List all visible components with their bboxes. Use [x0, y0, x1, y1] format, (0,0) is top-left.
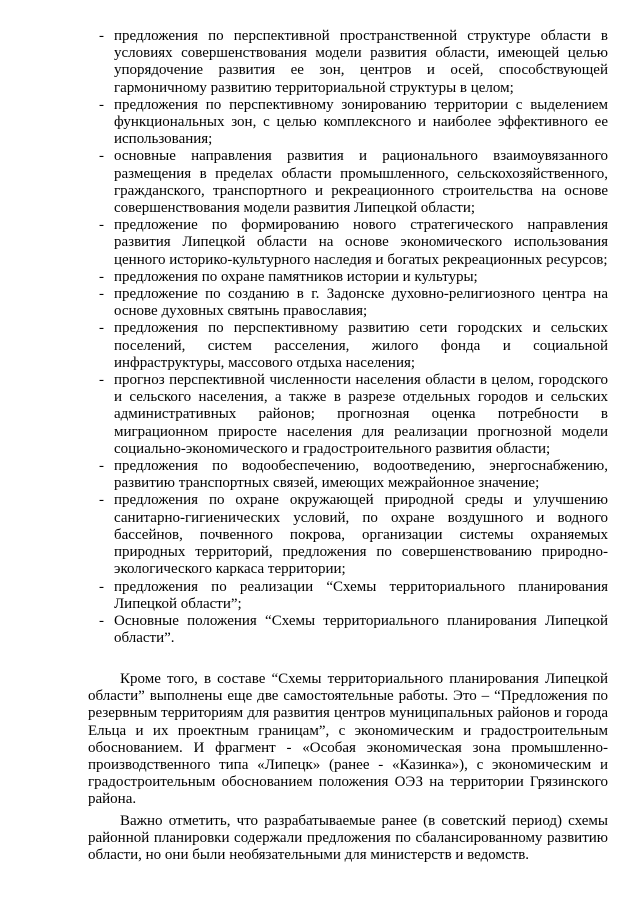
list-item-text: предложения по охране памятников истории и культуры; [114, 268, 478, 285]
list-item-text: Основные положения “Схемы территориального планирования Липецкой области”. [114, 612, 608, 647]
list-item [0, 320, 640, 372]
bullet-list [0, 28, 640, 647]
list-item-text: предложения по перспективному зонированию территории с выделением функциональных зон, с целью комплексного и наиболее эффективного ее использования; [114, 96, 608, 148]
list-item-text: предложения по водообеспечению, водоотведению, энергоснабжению, развитию транспортных связей, имеющих межрайонное значение; [114, 458, 608, 492]
body-paragraph: Кроме того, в составе “Схемы территориального планирования Липецкой области” выполнены еще две самостоятельные работы. Это – “Предложения по резервным территориям для развития центров муниципальных районов и города Ельца и их проектным границам”, с экономическим и градостроительным обоснованием. И фрагмент - «Особая экономическая зона промышленно-производственного типа «Липецк» (ранее - «Казинка»), с экономическим и градостроительным обоснованием положения ОЭЗ на территории Грязинского района. [88, 671, 608, 808]
bullet-dash: - [99, 96, 104, 113]
list-item [0, 286, 640, 320]
bullet-dash: - [99, 28, 104, 44]
list-item-text: предложения по охране окружающей природной среды и улучшению санитарно-гигиенических условий, по охране воздушного и водного бассейнов, почвенного покрова, организации системы охраняемых природных территорий, предложения по совершенствованию природно-экологического каркаса территории; [114, 492, 608, 578]
bullet-dash: - [99, 286, 104, 303]
bullet-dash: - [99, 372, 104, 389]
bullet-dash: - [99, 268, 104, 285]
list-item [0, 28, 640, 97]
list-item-text: предложение по формированию нового стратегического направления развития Липецкой области на основе экономического использования ценного историко-культурного наследия и богатых рекреационных ресурсов; [114, 217, 608, 268]
list-item [0, 492, 640, 578]
list-item [0, 458, 640, 492]
bullet-dash: - [99, 458, 104, 475]
list-item [0, 97, 640, 149]
list-item [0, 372, 640, 458]
list-item-text: предложения по реализации “Схемы территориального планирования Липецкой области”; [114, 578, 608, 612]
list-item [0, 579, 640, 613]
bullet-dash: - [99, 217, 104, 234]
list-item [0, 613, 640, 647]
bullet-dash: - [99, 492, 104, 509]
list-item-text: предложения по перспективному развитию сети городских и сельских поселений, систем расселения, жилого фонда и социальной инфраструктуры, массового отдыха населения; [114, 320, 608, 371]
bullet-dash: - [99, 148, 104, 165]
bullet-dash: - [99, 578, 104, 595]
list-item-text: предложение по созданию в г. Задонске духовно-религиозного центра на основе духовных святынь православия; [114, 286, 608, 320]
list-item [0, 269, 640, 286]
list-item-text: основные направления развития и рационального взаимоувязанного размещения в пределах области промышленного, сельскохозяйственного, гражданского, транспортного и рекреационного строительства на основе совершенствования модели развития Липецкой области; [114, 148, 608, 217]
bullet-dash: - [99, 612, 104, 629]
list-item [0, 148, 640, 217]
bullet-dash: - [99, 320, 104, 337]
body-paragraph: Важно отметить, что разрабатываемые ранее (в советский период) схемы районной планировки содержали предложения по сбалансированному развитию области, но они были необязательными для министерств и ведомств. [88, 813, 608, 864]
list-item-text: предложения по перспективной пространственной структуре области в условиях совершенствования модели развития области, имеющей целью упорядочение развития ее зон, центров и осей, способствующей гармоничному развитию территориальной структуры в целом; [114, 28, 608, 96]
list-item [0, 217, 640, 269]
list-item-text: прогноз перспективной численности населения области в целом, городского и сельского населения, а также в разрезе отдельных городов и сельских административных районов; прогнозная оценка потребности в миграционном приросте населения для реализации прогнозной модели социально-экономического и градостроительного развития области; [114, 372, 608, 457]
